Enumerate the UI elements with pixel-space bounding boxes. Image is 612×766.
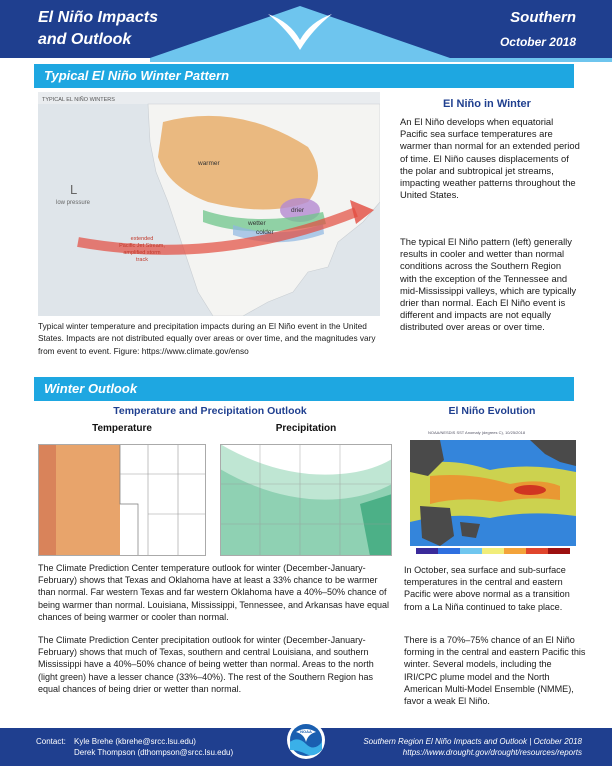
footer-contact-2: Derek Thompson (dthompson@srcc.lsu.edu) [74, 748, 234, 757]
label-jet-2: Pacific Jet Stream, [119, 243, 165, 249]
map-corner-label: TYPICAL EL NIÑO WINTERS [42, 97, 115, 103]
header-title-line2: and Outlook [38, 31, 132, 48]
footer-right-1: Southern Region El Niño Impacts and Outlook | October 2018 [363, 737, 582, 746]
typical-el-nino-map [38, 92, 380, 316]
noaa-logo [286, 720, 326, 760]
outlook-paragraph-1: The Climate Prediction Center temperature outlook for winter (December-January-February) shows that Texas and Oklahoma have at least a 33% chance to be warmer than normal. Far western Texas and far western Oklahoma have a 40%–50% chance of being warmer than normal. Louisiana, Mississippi, Tennessee, and Arkansas have equal chances of being warmer or cooler than normal. [38, 563, 390, 622]
label-jet-1: extended [130, 236, 154, 242]
label-warmer: warmer [198, 160, 220, 167]
outlook-paragraph-2: The Climate Prediction Center precipitation outlook for winter (December-January-February) shows that much of Texas, southern and central Louisiana, and southern Mississippi have a 40%–50% chance of being wetter than normal. Areas to the north (light green) have a lesser chance (33%–40%). The rest of the Southern Region has equal chances of being drier or wetter than normal. [38, 635, 374, 694]
section-band-winter-outlook: Winter Outlook [34, 377, 574, 401]
label-drier: drier [291, 207, 305, 214]
map-caption: Typical winter temperature and precipitation impacts during an El Niño event in the United States. Impacts are not distributed equally over areas or over time, and the magnitudes vary from event to event. Figure: https://www.climate.gov/enso [38, 321, 376, 356]
noaa-logo-text: NOAA [300, 729, 312, 734]
header-date: October 2018 [499, 35, 576, 49]
precipitation-outlook-map [220, 444, 392, 556]
evolution-paragraph-2: There is a 70%–75% chance of an El Niño forming in the central and eastern Pacific this winter. Several models, including the IRI/CPC plume model and the North American Multi-Model Ensemble (NMME), favor a weak El Niño. [404, 635, 586, 707]
header-region: Southern [510, 9, 576, 26]
section-band-typical: Typical El Niño Winter Pattern [34, 64, 574, 88]
footer-contact-1: Kyle Brehe (kbrehe@srcc.lsu.edu) [74, 737, 196, 746]
side-title-el-nino-winter: El Niño in Winter [443, 98, 531, 110]
evolution-paragraph-1: In October, sea surface and sub-surface temperatures in the central and eastern Pacific were above normal as a transition from a La Niña continued to take place. [404, 565, 570, 612]
outlook-title: Temperature and Precipitation Outlook [113, 405, 307, 417]
temperature-outlook-map [38, 444, 206, 556]
precipitation-label: Precipitation [275, 423, 337, 434]
temperature-label: Temperature [92, 423, 152, 434]
footer-contact-label: Contact: [36, 737, 66, 746]
label-low-pressure: low pressure [56, 200, 91, 206]
header-title-line1: El Niño Impacts [38, 9, 159, 26]
sst-map-caption: NOAA/NESDIS SST Anomaly (degrees C), 10/25/2018 [428, 430, 526, 435]
side-paragraph-2: The typical El Niño pattern (left) generally results in cooler and wetter than normal conditions across the Southern Region with the exception of the Tennessee and mid-Mississippi valleys, which are typically drier than normal. Each El Niño event is different and impacts are not equally distributed over areas or over time. [400, 236, 577, 333]
label-colder: colder [256, 229, 274, 236]
label-jet-4: track [136, 257, 148, 263]
footer-right-2: https://www.drought.gov/drought/resources/reports [402, 748, 582, 757]
label-low-symbol: L [70, 182, 78, 197]
label-wetter: wetter [248, 220, 266, 227]
label-jet-3: amplified storm [123, 250, 161, 256]
sst-anomaly-map [410, 426, 576, 558]
side-paragraph-1: An El Niño develops when equatorial Pacific sea surface temperatures are warmer than normal for an extended period of time. El Niño causes displacements of the polar and subtropical jet streams, impacting weather patterns throughout the United States. [400, 116, 580, 201]
evolution-title: El Niño Evolution [448, 405, 536, 417]
